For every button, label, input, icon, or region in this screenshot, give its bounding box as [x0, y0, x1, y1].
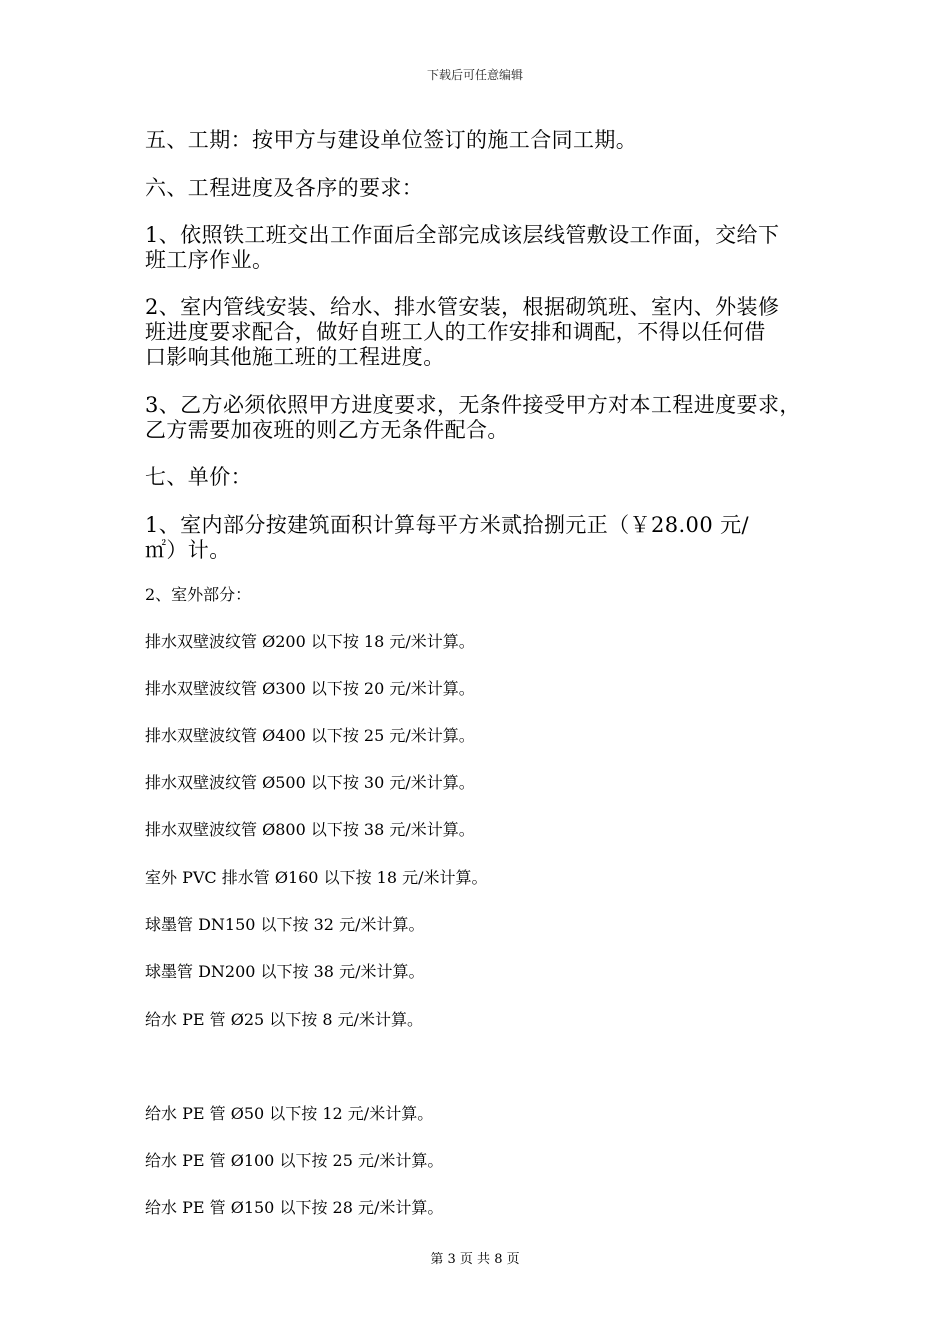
price-line: 给水 PE 管 Ø150 以下按 28 元/米计算。 [145, 1198, 444, 1217]
section-7-item-2-title: 2、室外部分： [145, 585, 252, 604]
section-6-title: 六、工程进度及各序的要求： [145, 176, 424, 200]
page-header: 下载后可任意编辑 [426, 68, 523, 82]
section-6-item-2-line-2: 班进度要求配合，做好自班工人的工作安排和调配，不得以任何借 [145, 320, 766, 344]
section-6-item-2-line-3: 口影响其他施工班的工程进度。 [145, 345, 445, 369]
section-7-item-1-line-1: 1、室内部分按建筑面积计算每平方米贰拾捌元正（￥28.00 元/ [145, 513, 750, 537]
section-6-item-2-line-1: 2、室内管线安装、给水、排水管安装，根据砌筑班、室内、外装修 [145, 295, 780, 319]
price-line: 室外 PVC 排水管 Ø160 以下按 18 元/米计算。 [145, 868, 488, 887]
section-5-schedule: 五、工期：按甲方与建设单位签订的施工合同工期。 [145, 128, 638, 152]
price-line: 给水 PE 管 Ø25 以下按 8 元/米计算。 [145, 1010, 424, 1029]
section-6-item-3-line-2: 乙方需要加夜班的则乙方无条件配合。 [145, 418, 509, 442]
section-6-item-1-line-1: 1、依照铁工班交出工作面后全部完成该层线管敷设工作面，交给下 [145, 223, 780, 247]
price-line: 排水双壁波纹管 Ø500 以下按 30 元/米计算。 [145, 773, 475, 792]
page-footer: 第 3 页 共 8 页 [430, 1252, 520, 1267]
price-line: 排水双壁波纹管 Ø300 以下按 20 元/米计算。 [145, 679, 475, 698]
price-line: 给水 PE 管 Ø50 以下按 12 元/米计算。 [145, 1104, 434, 1123]
price-line: 给水 PE 管 Ø100 以下按 25 元/米计算。 [145, 1151, 444, 1170]
section-7-item-1-line-2: ㎡）计。 [145, 538, 231, 562]
section-7-title: 七、单价： [145, 465, 252, 489]
price-line: 排水双壁波纹管 Ø800 以下按 38 元/米计算。 [145, 820, 475, 839]
price-line: 球墨管 DN200 以下按 38 元/米计算。 [145, 962, 425, 981]
price-line: 排水双壁波纹管 Ø200 以下按 18 元/米计算。 [145, 632, 475, 651]
price-line: 球墨管 DN150 以下按 32 元/米计算。 [145, 915, 425, 934]
section-6-item-1-line-2: 班工序作业。 [145, 248, 274, 272]
section-6-item-3-line-1: 3、乙方必须依照甲方进度要求，无条件接受甲方对本工程进度要求， [145, 393, 801, 417]
price-line: 排水双壁波纹管 Ø400 以下按 25 元/米计算。 [145, 726, 475, 745]
